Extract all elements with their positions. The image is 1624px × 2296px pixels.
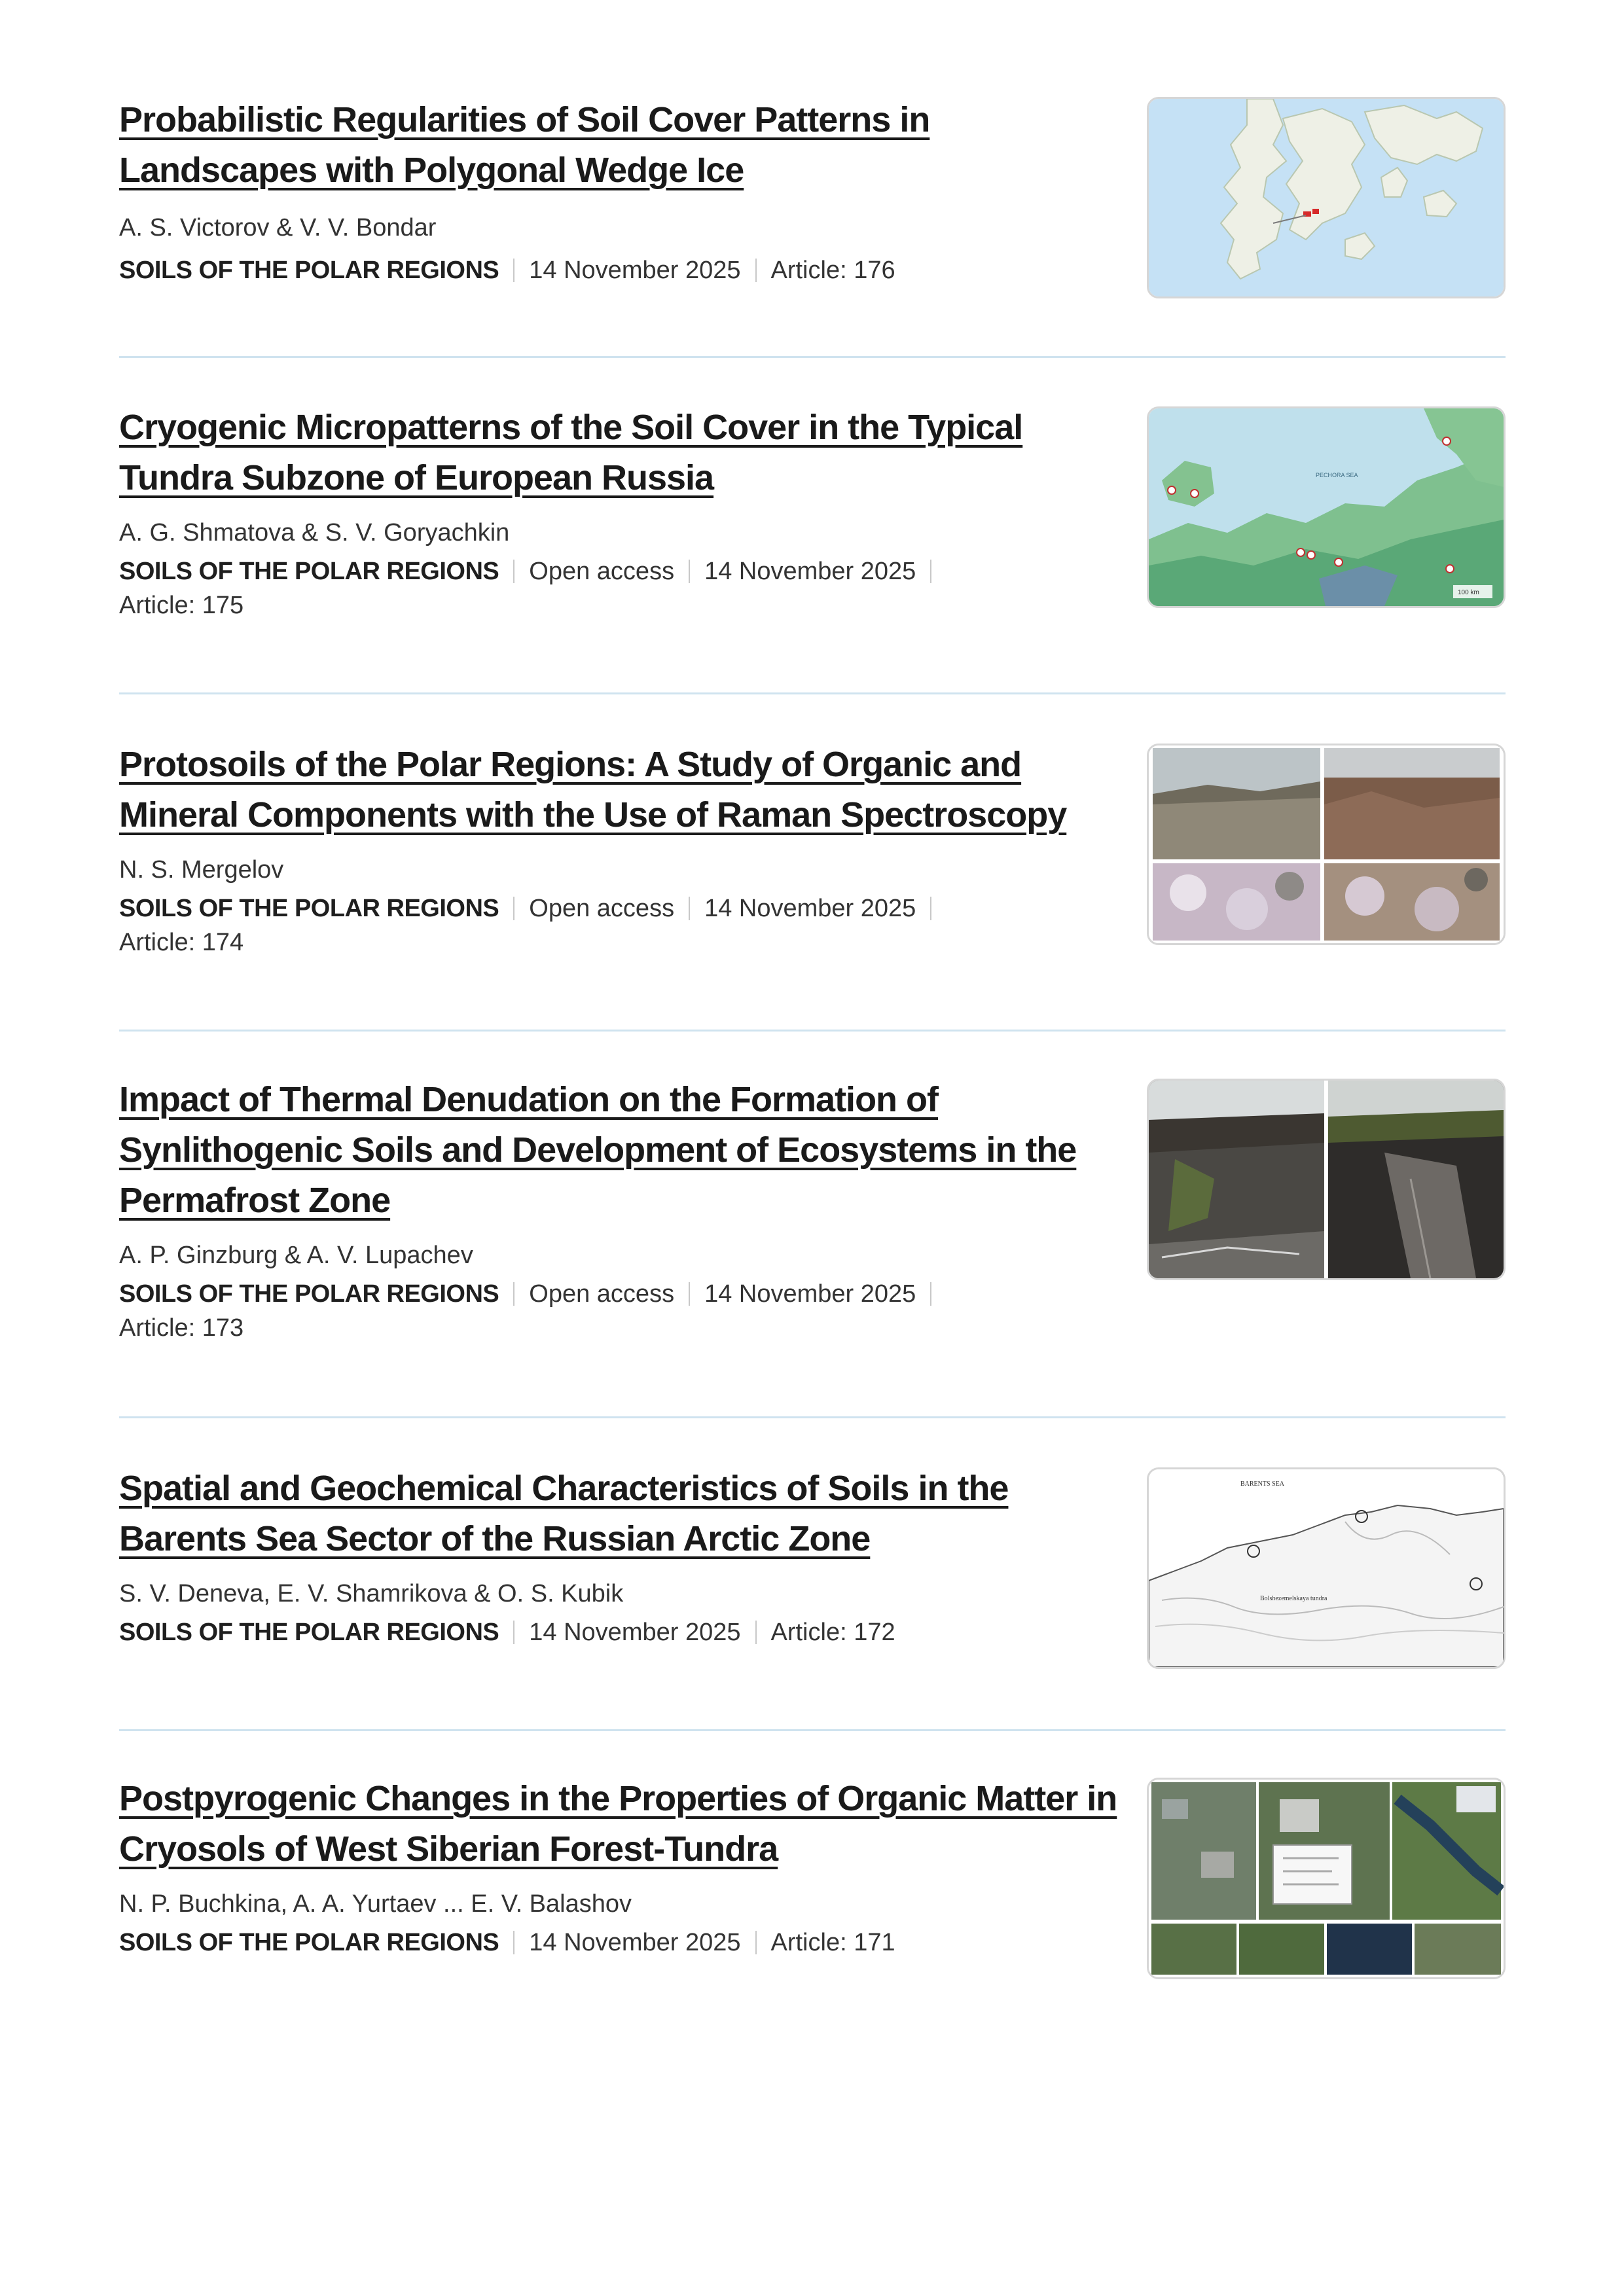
satellite-map-thumbnail-icon[interactable] <box>1147 1778 1506 1979</box>
article-number: Article: 171 <box>770 1929 895 1956</box>
article-divider <box>119 1416 1506 1418</box>
article-text <box>119 1774 1121 1960</box>
publication-date: 14 November 2025 <box>529 1619 741 1646</box>
article-meta <box>119 891 1121 960</box>
publication-date: 14 November 2025 <box>704 558 916 585</box>
meta-separator <box>513 259 514 282</box>
journal-name[interactable]: SOILS OF THE POLAR REGIONS <box>119 257 499 284</box>
journal-name[interactable]: SOILS OF THE POLAR REGIONS <box>119 1929 499 1956</box>
article-title-link[interactable]: Cryogenic Micropatterns of the Soil Cover in the Typical Tundra Subzone of European Russia <box>119 408 1023 497</box>
publication-date: 14 November 2025 <box>529 1929 741 1956</box>
article-title-link[interactable]: Spatial and Geochemical Characteristics of Soils in the Barents Sea Sector of the Russian Arctic Zone <box>119 1469 1009 1558</box>
meta-separator <box>755 1931 757 1954</box>
access-badge: Open access <box>529 895 675 922</box>
photo-grid-thumbnail-icon[interactable] <box>1147 744 1506 945</box>
access-badge: Open access <box>529 558 675 585</box>
meta-separator <box>755 259 757 282</box>
access-badge: Open access <box>529 1280 675 1308</box>
meta-separator <box>513 897 514 920</box>
article-title-link[interactable]: Postpyrogenic Changes in the Properties of Organic Matter in Cryosols of West Siberian Forest-Tundra <box>119 1779 1117 1869</box>
article-divider <box>119 1030 1506 1031</box>
meta-separator <box>513 1931 514 1954</box>
meta-separator <box>513 560 514 583</box>
article-meta <box>119 1926 1121 1960</box>
meta-separator <box>689 560 690 583</box>
publication-date: 14 November 2025 <box>529 257 741 284</box>
article-authors: A. G. Shmatova & S. V. Goryachkin <box>119 519 510 547</box>
article-authors: N. P. Buchkina, A. A. Yurtaev ... E. V. Balashov <box>119 1890 632 1918</box>
meta-separator <box>689 897 690 920</box>
meta-separator <box>513 1621 514 1644</box>
article-number: Article: 174 <box>119 929 244 956</box>
article-number: Article: 176 <box>770 257 895 284</box>
article-title-link[interactable]: Impact of Thermal Denudation on the Formation of Synlithogenic Soils and Development of Ecosystems in the Permafrost Zone <box>119 1080 1077 1220</box>
publication-date: 14 November 2025 <box>704 1280 916 1308</box>
article-text <box>119 403 1121 622</box>
publication-date: 14 November 2025 <box>704 895 916 922</box>
article-authors: S. V. Deneva, E. V. Shamrikova & O. S. Kubik <box>119 1580 624 1607</box>
article-title-link[interactable]: Protosoils of the Polar Regions: A Study of Organic and Mineral Components with the Use of Raman Spectroscopy <box>119 745 1067 834</box>
meta-separator <box>930 897 931 920</box>
journal-name[interactable]: SOILS OF THE POLAR REGIONS <box>119 1619 499 1646</box>
article-number: Article: 173 <box>119 1314 244 1342</box>
meta-separator <box>930 560 931 583</box>
meta-separator <box>755 1621 757 1644</box>
journal-name[interactable]: SOILS OF THE POLAR REGIONS <box>119 895 499 922</box>
meta-separator <box>689 1282 690 1306</box>
map-scale-label: 100 km <box>1458 589 1479 596</box>
article-divider <box>119 692 1506 694</box>
article-authors: A. P. Ginzburg & A. V. Lupachev <box>119 1242 473 1269</box>
article-number: Article: 172 <box>770 1619 895 1646</box>
article-divider <box>119 356 1506 358</box>
map-label-barents-sea: BARENTS SEA <box>1240 1480 1284 1488</box>
article-meta <box>119 1277 1121 1345</box>
article-title-link[interactable]: Probabilistic Regularities of Soil Cover Patterns in Landscapes with Polygonal Wedge Ice <box>119 100 930 190</box>
svalbard-map-thumbnail-icon[interactable] <box>1147 97 1506 298</box>
article-number: Article: 175 <box>119 592 244 619</box>
article-meta <box>119 554 1121 622</box>
meta-separator <box>513 1282 514 1306</box>
article-text <box>119 95 1121 287</box>
tundra-map-thumbnail-icon[interactable] <box>1147 406 1506 608</box>
article-authors: A. S. Victorov & V. V. Bondar <box>119 214 437 242</box>
article-authors: N. S. Mergelov <box>119 856 284 884</box>
article-meta <box>119 253 1121 287</box>
meta-separator <box>930 1282 931 1306</box>
map-label-tundra: Bolshezemelskaya tundra <box>1260 1595 1327 1602</box>
article-text <box>119 1075 1121 1345</box>
journal-name[interactable]: SOILS OF THE POLAR REGIONS <box>119 558 499 585</box>
article-text <box>119 740 1121 960</box>
map-label-pechora-sea: PECHORA SEA <box>1316 472 1358 478</box>
article-meta <box>119 1615 1121 1649</box>
journal-name[interactable]: SOILS OF THE POLAR REGIONS <box>119 1280 499 1308</box>
article-divider <box>119 1729 1506 1731</box>
permafrost-photo-thumbnail-icon[interactable] <box>1147 1079 1506 1280</box>
barents-sea-map-thumbnail-icon[interactable] <box>1147 1467 1506 1669</box>
article-text <box>119 1463 1121 1649</box>
